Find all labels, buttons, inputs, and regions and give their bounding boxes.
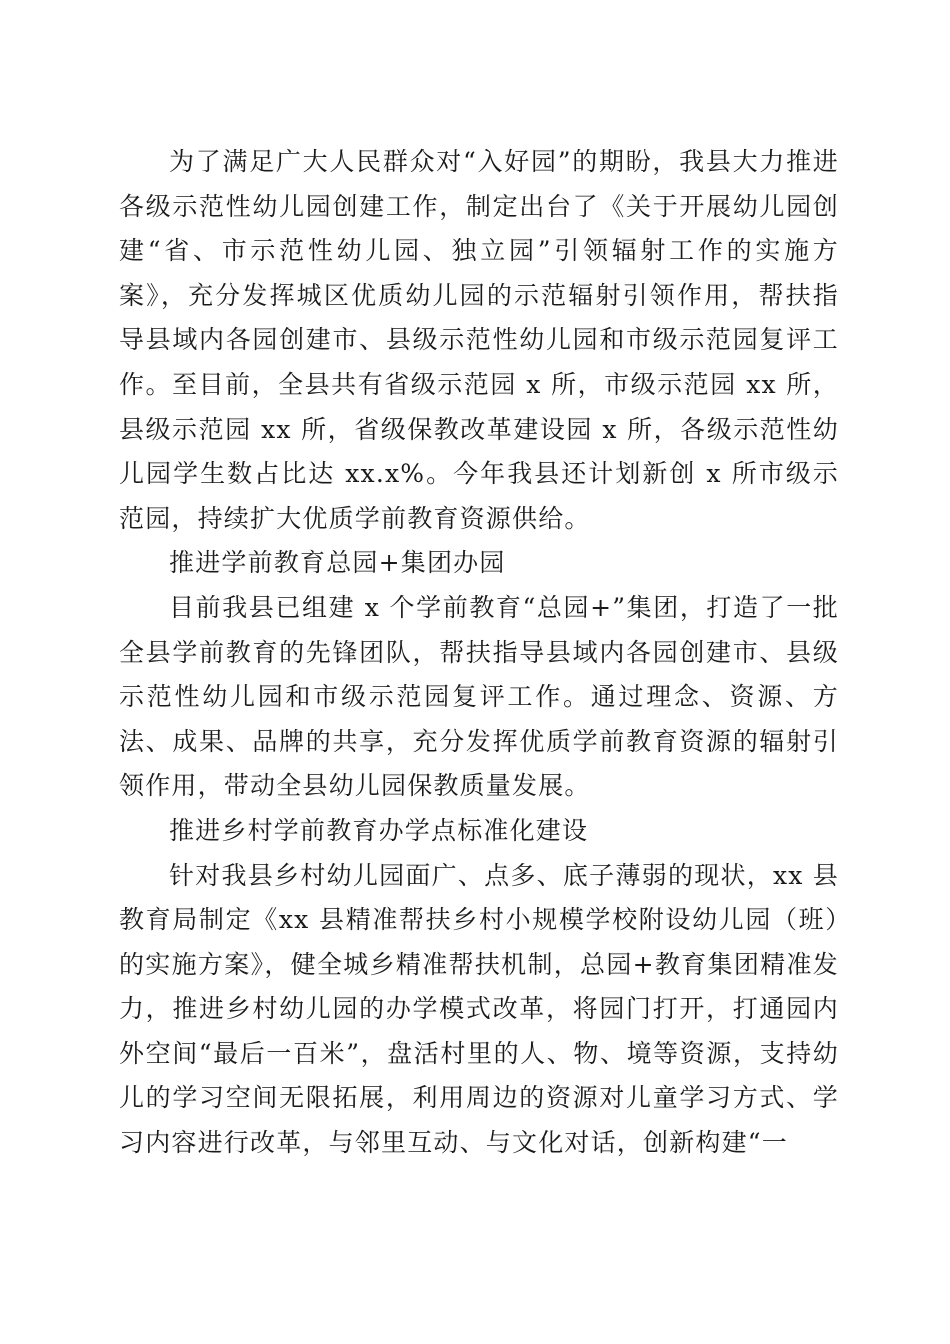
section-heading-rural-standardization: 推进乡村学前教育办学点标准化建设 <box>169 815 589 845</box>
paragraph-rural-standardization: 针对我县乡村幼儿园面广、点多、底子薄弱的现状，xx 县教育局制定《xx 县精准帮扶乡村小规模学校附设幼儿园（班）的实施方案》，健全城乡精准帮扶机制，总园+教育集团精准发力，推进乡村幼儿园的办学模式改革，将园门打开，打通园内外空间“最后一百米”，盘活村里的人、物、境等资源，支持幼儿的学习空间无限拓展，利用周边的资源对儿童学习方式、学习内容进行改革，与邻里互动、与文化对话，创新构建“一 <box>119 860 839 1158</box>
document-body <box>119 140 839 1166</box>
paragraph-demonstration-kindergartens: 为了满足广大人民群众对“入好园”的期盼，我县大力推进各级示范性幼儿园创建工作，制定出台了《关于开展幼儿园创建“省、市示范性幼儿园、独立园”引领辐射工作的实施方案》，充分发挥城区优质幼儿园的示范辐射引领作用，帮扶指导县域内各园创建市、县级示范性幼儿园和市级示范园复评工作。至目前，全县共有省级示范园 x 所，市级示范园 xx 所，县级示范园 xx 所，省级保教改革建设园 x 所，各级示范性幼儿园学生数占比达 xx.x%。今年我县还计划新创 x 所市级示范园，持续扩大优质学前教育资源供给。 <box>119 147 839 533</box>
paragraph-group-kindergartens: 目前我县已组建 x 个学前教育“总园+”集团，打造了一批全县学前教育的先锋团队，帮扶指导县域内各园创建市、县级示范性幼儿园和市级示范园复评工作。通过理念、资源、方法、成果、品牌的共享，充分发挥优质学前教育资源的辐射引领作用，带动全县幼儿园保教质量发展。 <box>119 592 839 801</box>
section-heading-group-kindergartens: 推进学前教育总园+集团办园 <box>169 548 506 578</box>
